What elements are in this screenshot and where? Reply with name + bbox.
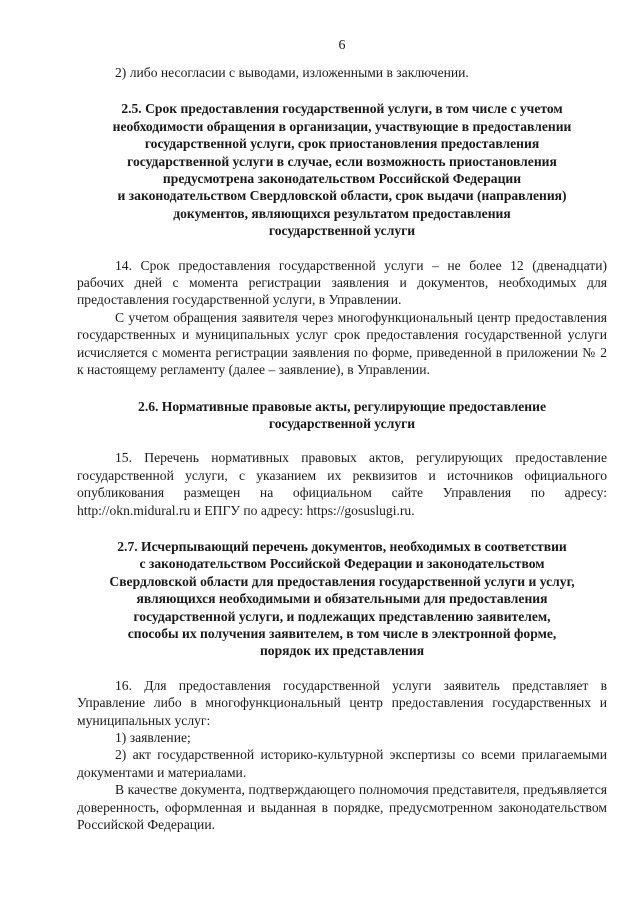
paragraph-14: 14. Срок предоставления государственной услуги – не более 12 (двенадцати) рабочих дней с момента регистрации заявления и документов, необходимых для предоставления государственной услуги, в Управлении. xyxy=(77,257,607,308)
heading-line: 2.6. Нормативные правовые акты, регулирующие предоставление xyxy=(138,398,546,414)
heading-line: Свердловской области для предоставления государственной услуги и услуг, xyxy=(109,573,575,589)
list-item-application: 1) заявление; xyxy=(115,730,191,745)
list-item-expertise-act: 2) акт государственной историко-культурной экспертизы со всеми прилагаемыми документами и материалами. xyxy=(77,747,607,780)
heading-line: необходимости обращения в организации, участвующие в предоставлении xyxy=(112,118,572,134)
heading-line: с законодательством Российской Федерации и законодательством xyxy=(139,556,545,572)
heading-line: государственной услуги, и подлежащих представлению заявителем, xyxy=(133,608,551,624)
heading-line: являющихся необходимыми и обязательными для предоставления xyxy=(136,591,548,607)
paragraph-15: 15. Перечень нормативных правовых актов, регулирующих предоставление государственной услуги, с указанием их реквизитов и источников официального опубликования размещен на официальном сайте Управления по адресу: http://okn.midural.ru и ЕПГУ по адресу: https://gosuslugi.ru. xyxy=(77,450,607,518)
paragraph-16: 16. Для предоставления государственной услуги заявитель представляет в Управление либо в многофункциональный центр предоставления государственных и муниципальных услуг: xyxy=(77,677,607,728)
top-line: 2) либо несогласии с выводами, изложенными в заключении. xyxy=(115,65,469,80)
heading-line: и законодательством Свердловской области, срок выдачи (направления) xyxy=(117,188,567,204)
heading-line: 2.5. Срок предоставления государственной услуги, в том числе с учетом xyxy=(121,101,563,117)
heading-line: документов, являющихся результатом предоставления xyxy=(173,205,511,221)
heading-line: порядок их представления xyxy=(259,643,425,659)
heading-line: государственной услуги xyxy=(268,415,416,431)
heading-line: государственной услуги, срок приостановления предоставления xyxy=(144,136,540,152)
heading-line: государственной услуги xyxy=(268,223,416,239)
heading-line: предусмотрена законодательством Российской Федерации xyxy=(162,171,522,187)
section-2-7-heading xyxy=(77,538,607,660)
paragraph-mfc-term: С учетом обращения заявителя через многофункциональный центр предоставления государственных и муниципальных услуг срок предоставления государственной услуги исчисляется с момента регистрации заявления по форме, приведенной в приложении № 2 к настоящему регламенту (далее – заявление), в Управлении. xyxy=(77,309,607,378)
section-2-6-heading xyxy=(77,398,607,433)
paragraph-representative: В качестве документа, подтверждающего полномочия представителя, предъявляется доверенность, оформленная и выданная в порядке, предусмотренном законодательством Российской Федерации. xyxy=(77,782,607,833)
heading-line: способы их получения заявителем, в том числе в электронной форме, xyxy=(127,625,557,641)
heading-line: государственной услуги в случае, если возможность приостановления xyxy=(127,153,557,169)
heading-line: 2.7. Исчерпывающий перечень документов, необходимых в соответствии xyxy=(117,538,567,554)
page-number: 6 xyxy=(338,38,346,53)
section-2-5-heading xyxy=(77,100,607,239)
document-page xyxy=(77,36,607,833)
